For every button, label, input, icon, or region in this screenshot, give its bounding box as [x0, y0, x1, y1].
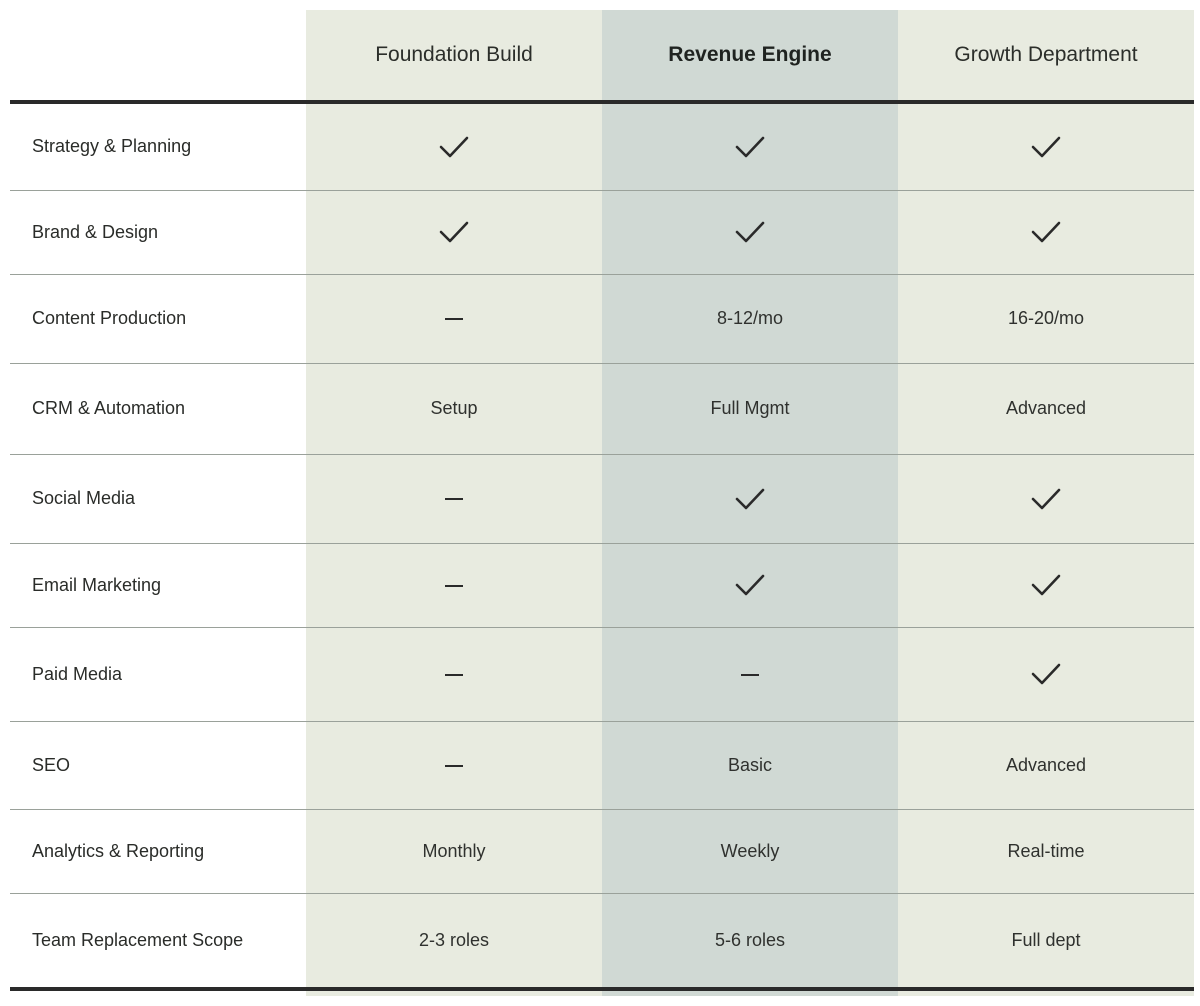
- feature-label: Content Production: [10, 274, 306, 363]
- tier-cell: [898, 721, 1194, 809]
- cell-value: Setup: [430, 398, 478, 418]
- feature-label: Team Replacement Scope: [10, 893, 306, 989]
- cell-value: Full Mgmt: [710, 398, 790, 418]
- tier-cell: [306, 454, 602, 543]
- check-icon: [438, 219, 470, 245]
- cell-value: 16-20/mo: [1007, 308, 1085, 328]
- feature-label: Social Media: [10, 454, 306, 543]
- feature-label: Brand & Design: [10, 190, 306, 274]
- cell-value: Monthly: [422, 840, 486, 861]
- cell-value: 8-12/mo: [716, 308, 784, 328]
- table-row: [10, 454, 1194, 543]
- dash-icon: [445, 585, 463, 587]
- tier-cell: [602, 721, 898, 809]
- tier-cell: [602, 363, 898, 454]
- tier-cell: [898, 543, 1194, 627]
- tier-cell: [306, 190, 602, 274]
- feature-label: Analytics & Reporting: [10, 809, 306, 893]
- table-row: [10, 893, 1194, 989]
- dash-icon: [445, 674, 463, 676]
- tier-cell: [602, 893, 898, 989]
- feature-label: CRM & Automation: [10, 363, 306, 454]
- cell-value: Basic: [727, 754, 772, 775]
- tier-cell: [306, 809, 602, 893]
- tier-cell: [602, 190, 898, 274]
- table-row: [10, 721, 1194, 809]
- table-row: [10, 543, 1194, 627]
- tier-cell: [306, 893, 602, 989]
- dash-icon: [445, 765, 463, 767]
- cell-value: Real-time: [1007, 840, 1085, 861]
- table-row: [10, 102, 1194, 190]
- tier-cell: [306, 543, 602, 627]
- check-icon: [1030, 219, 1062, 245]
- check-icon: [734, 486, 766, 512]
- tier-cell: [898, 627, 1194, 721]
- cell-value: 2-3 roles: [418, 929, 490, 950]
- table-row: [10, 809, 1194, 893]
- table-row: [10, 627, 1194, 721]
- check-icon: [1030, 661, 1062, 687]
- tier-cell: [898, 102, 1194, 190]
- check-icon: [1030, 134, 1062, 160]
- feature-label: SEO: [10, 721, 306, 809]
- feature-label: Email Marketing: [10, 543, 306, 627]
- table-row: [10, 363, 1194, 454]
- check-icon: [1030, 486, 1062, 512]
- header-row: [10, 10, 1194, 102]
- tier-cell: [306, 274, 602, 363]
- header-revenue-engine: Revenue Engine: [602, 10, 898, 102]
- pricing-comparison-table: [10, 10, 1194, 991]
- check-icon: [438, 134, 470, 160]
- dash-icon: [445, 318, 463, 320]
- feature-label: Paid Media: [10, 627, 306, 721]
- tier-cell: [602, 809, 898, 893]
- header-growth-department: Growth Department: [898, 10, 1194, 102]
- feature-label: Strategy & Planning: [10, 102, 306, 190]
- cell-value: Advanced: [1005, 398, 1087, 418]
- tier-cell: [898, 274, 1194, 363]
- table-row: [10, 190, 1194, 274]
- tier-cell: [602, 627, 898, 721]
- tier-cell: [898, 363, 1194, 454]
- check-icon: [1030, 572, 1062, 598]
- tier-cell: [306, 102, 602, 190]
- dash-icon: [445, 498, 463, 500]
- tier-cell: [602, 102, 898, 190]
- cell-value: Full dept: [1011, 929, 1081, 950]
- check-icon: [734, 219, 766, 245]
- tier-cell: [602, 274, 898, 363]
- tier-cell: [602, 454, 898, 543]
- check-icon: [734, 572, 766, 598]
- tier-cell: [898, 190, 1194, 274]
- cell-value: 5-6 roles: [714, 929, 786, 950]
- check-icon: [734, 134, 766, 160]
- header-empty-cell: [10, 10, 306, 102]
- tier-cell: [898, 809, 1194, 893]
- dash-icon: [741, 674, 759, 676]
- tier-cell: [898, 893, 1194, 989]
- tier-cell: [306, 627, 602, 721]
- table-row: [10, 274, 1194, 363]
- tier-cell: [602, 543, 898, 627]
- tier-cell: [898, 454, 1194, 543]
- tier-cell: [306, 363, 602, 454]
- cell-value: Advanced: [1005, 754, 1087, 775]
- tier-cell: [306, 721, 602, 809]
- header-foundation-build: Foundation Build: [306, 10, 602, 102]
- cell-value: Weekly: [720, 840, 780, 861]
